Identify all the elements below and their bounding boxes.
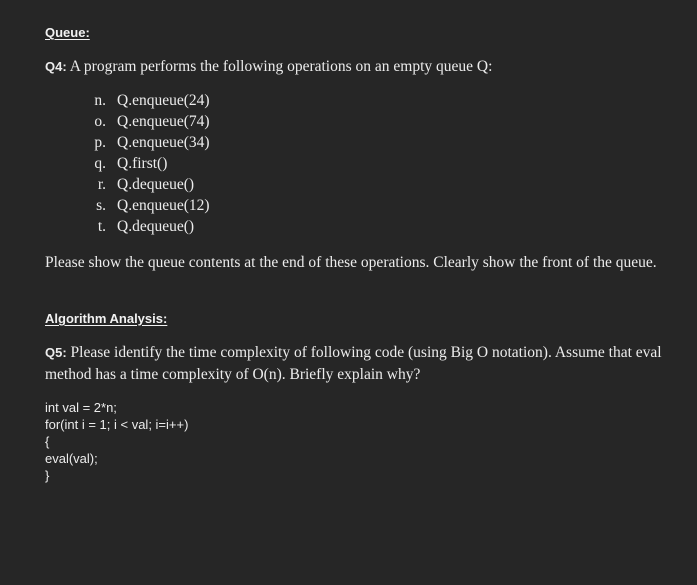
question-5-label: Q5: [45, 345, 67, 360]
queue-heading: Queue: [45, 25, 90, 40]
queue-instruction: Please show the queue contents at the end of these operations. Clearly show the front of the queue. [45, 254, 657, 271]
operation-letter: p. [94, 134, 106, 151]
operation-text: Q.enqueue(34) [117, 134, 210, 151]
operation-text: Q.enqueue(12) [117, 197, 210, 214]
code-line: int val = 2*n; [45, 400, 117, 415]
question-5 [45, 342, 670, 386]
operation-letter: o. [94, 113, 106, 130]
operation-letter: q. [94, 155, 106, 172]
operation-text: Q.enqueue(24) [117, 92, 210, 109]
operation-letter: s. [96, 197, 106, 214]
operation-letter: n. [94, 92, 106, 109]
operation-letter: r. [97, 176, 106, 193]
code-line: } [45, 468, 50, 483]
operation-letter: t. [97, 218, 106, 235]
question-4-label: Q4: [45, 59, 67, 74]
operation-text: Q.dequeue() [117, 176, 195, 193]
code-line: for(int i = 1; i < val; i=i++) [45, 417, 189, 432]
question-5-text: Please identify the time complexity of following code (using Big O notation). Assume that eval method has a time complexity of O(n). Briefly explain why? [45, 344, 662, 383]
operation-text: Q.dequeue() [117, 218, 195, 235]
operation-text: Q.first() [117, 155, 168, 172]
code-line: eval(val); [45, 451, 98, 466]
algorithm-analysis-heading: Algorithm Analysis: [45, 311, 168, 326]
question-4 [45, 56, 492, 78]
code-block [45, 399, 188, 484]
question-4-text: A program performs the following operations on an empty queue Q: [66, 58, 493, 75]
code-line: { [45, 434, 50, 449]
operation-text: Q.enqueue(74) [117, 113, 210, 130]
